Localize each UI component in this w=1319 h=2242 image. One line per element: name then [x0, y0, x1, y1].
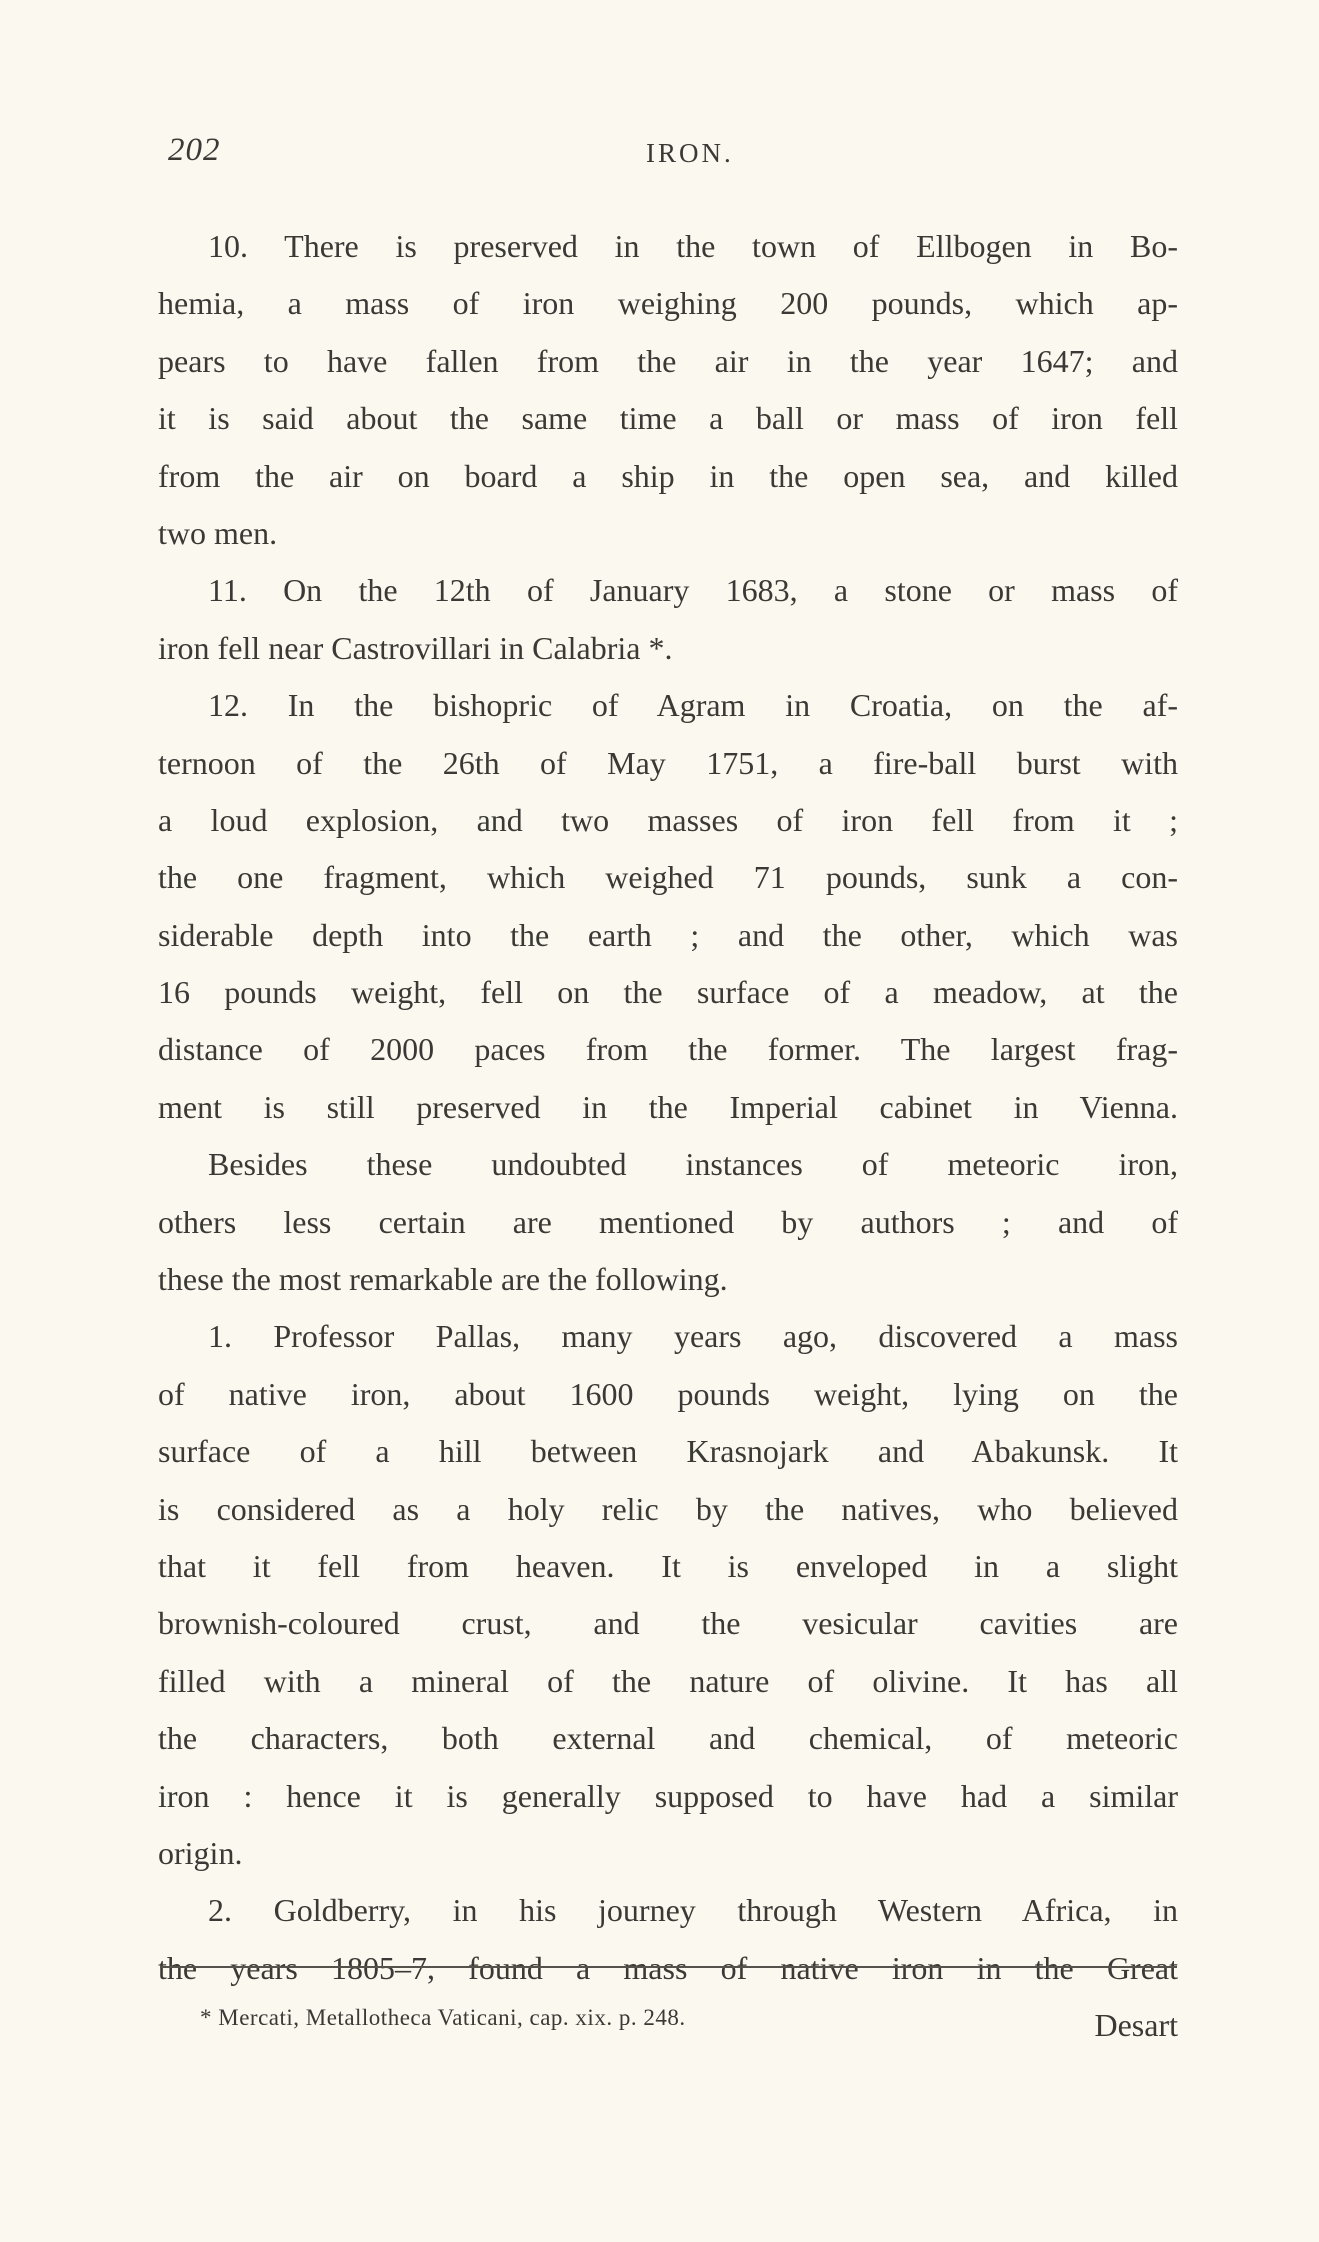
text-line: a loud explosion, and two masses of iron fell from it ;: [158, 801, 1178, 838]
text-line: hemia, a mass of iron weighing 200 pounds, which ap-: [158, 285, 1178, 322]
text-line: brownish-coloured crust, and the vesicular cavities are: [158, 1605, 1178, 1642]
text-line: ment is still preserved in the Imperial cabinet in Vienna.: [158, 1088, 1178, 1125]
text-line: the years 1805–7, found a mass of native iron in the Great: [158, 1949, 1178, 1986]
text-line: 12. In the bishopric of Agram in Croatia, on the af-: [208, 687, 1178, 724]
text-line: it is said about the same time a ball or mass of iron fell: [158, 400, 1178, 437]
text-line: the characters, both external and chemical, of meteoric: [158, 1720, 1178, 1757]
text-line: 2. Goldberry, in his journey through Western Africa, in: [208, 1892, 1178, 1929]
text-line: origin.: [158, 1834, 243, 1871]
text-line: distance of 2000 paces from the former. The largest frag-: [158, 1031, 1178, 1068]
text-line: others less certain are mentioned by authors ; and of: [158, 1203, 1178, 1240]
text-line: ternoon of the 26th of May 1751, a fire-ball burst with: [158, 744, 1178, 781]
text-line: siderable depth into the earth ; and the other, which was: [158, 916, 1178, 953]
text-line: iron fell near Castrovillari in Calabria *.: [158, 629, 673, 666]
text-line: of native iron, about 1600 pounds weight, lying on the: [158, 1375, 1178, 1412]
text-line: Besides these undoubted instances of meteoric iron,: [208, 1146, 1178, 1183]
text-line: the one fragment, which weighed 71 pounds, sunk a con-: [158, 859, 1178, 896]
text-line: surface of a hill between Krasnojark and Abakunsk. It: [158, 1433, 1178, 1470]
text-line: from the air on board a ship in the open sea, and killed: [158, 457, 1178, 494]
text-line: two men.: [158, 514, 278, 551]
text-line: that it fell from heaven. It is enveloped in a slight: [158, 1547, 1178, 1584]
text-line: 1. Professor Pallas, many years ago, discovered a mass: [208, 1318, 1178, 1355]
footnote: * Mercati, Metallotheca Vaticani, cap. xix. p. 248.: [200, 2005, 686, 2030]
text-line: pears to have fallen from the air in the year 1647; and: [158, 342, 1178, 379]
body-text: [158, 218, 1178, 2055]
text-line: filled with a mineral of the nature of olivine. It has all: [158, 1662, 1178, 1699]
text-line: is considered as a holy relic by the natives, who believed: [158, 1490, 1178, 1527]
text-line: 10. There is preserved in the town of Ellbogen in Bo-: [208, 228, 1178, 264]
page-number: 202: [168, 132, 221, 168]
footnote-rule: [160, 1966, 1177, 1968]
text-line: these the most remarkable are the following.: [158, 1261, 728, 1298]
running-title: IRON.: [646, 138, 734, 168]
text-line: iron : hence it is generally supposed to have had a similar: [158, 1777, 1178, 1814]
text-line: Desart: [1094, 2007, 1178, 2044]
text-line: 16 pounds weight, fell on the surface of a meadow, at the: [158, 974, 1178, 1011]
text-line: 11. On the 12th of January 1683, a stone or mass of: [208, 572, 1178, 609]
page-header: [168, 132, 1173, 182]
